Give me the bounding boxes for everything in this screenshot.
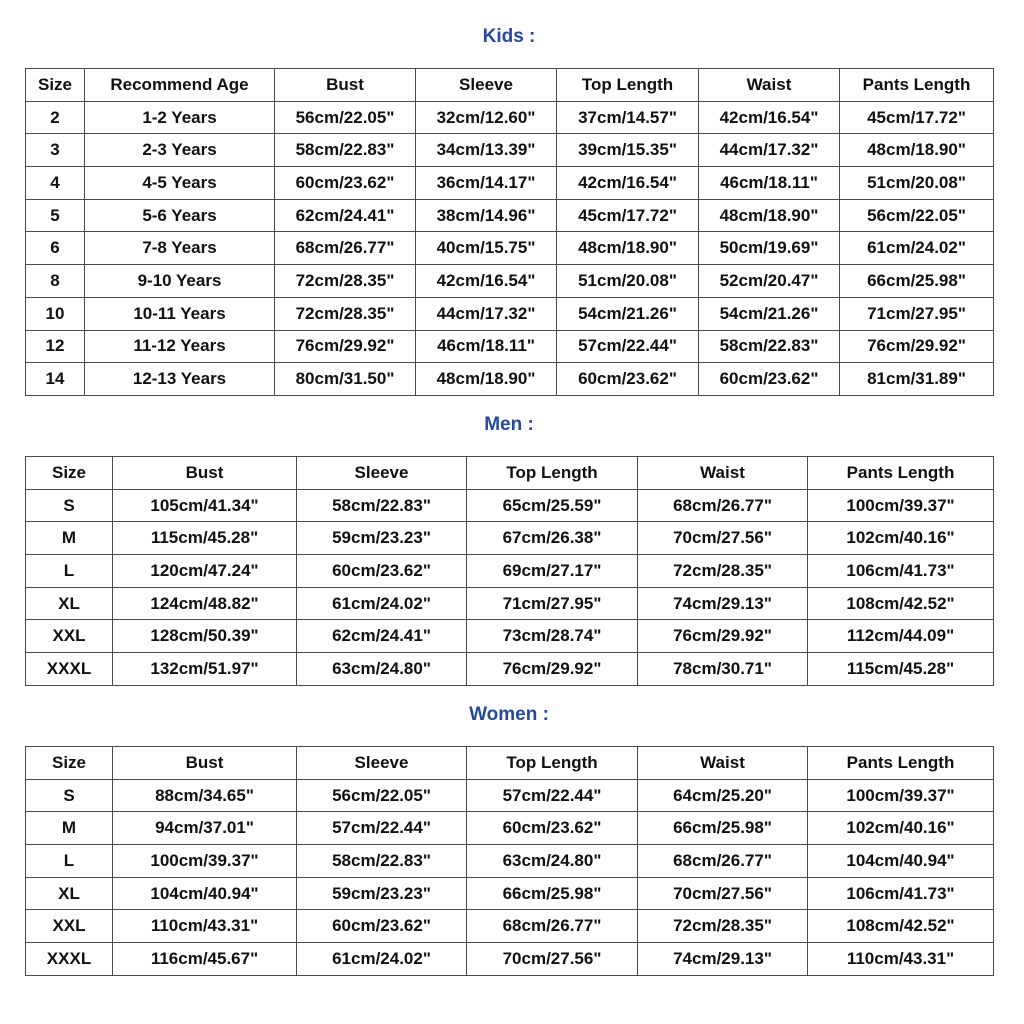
column-header: Recommend Age: [85, 69, 275, 102]
size-cell: XXL: [26, 620, 113, 653]
table-row: [26, 489, 994, 522]
table-cell: 61cm/24.02": [840, 232, 994, 265]
table-cell: 73cm/28.74": [467, 620, 638, 653]
table-cell: 104cm/40.94": [113, 877, 297, 910]
table-cell: 67cm/26.38": [467, 522, 638, 555]
table-row: [26, 167, 994, 200]
table-cell: 63cm/24.80": [297, 653, 467, 686]
size-cell: 14: [26, 363, 85, 396]
women-section-title: Women :: [469, 704, 549, 725]
table-cell: 42cm/16.54": [416, 265, 557, 298]
table-cell: 64cm/25.20": [638, 779, 808, 812]
table-cell: 72cm/28.35": [638, 555, 808, 588]
table-cell: 105cm/41.34": [113, 489, 297, 522]
table-row: [26, 845, 994, 878]
table-cell: 61cm/24.02": [297, 587, 467, 620]
table-row: [26, 555, 994, 588]
table-cell: 66cm/25.98": [840, 265, 994, 298]
table-row: [26, 587, 994, 620]
table-cell: 128cm/50.39": [113, 620, 297, 653]
table-cell: 62cm/24.41": [297, 620, 467, 653]
table-cell: 45cm/17.72": [840, 101, 994, 134]
table-cell: 32cm/12.60": [416, 101, 557, 134]
table-cell: 38cm/14.96": [416, 199, 557, 232]
table-cell: 57cm/22.44": [557, 330, 699, 363]
table-cell: 56cm/22.05": [297, 779, 467, 812]
size-cell: S: [26, 779, 113, 812]
table-cell: 42cm/16.54": [557, 167, 699, 200]
table-cell: 60cm/23.62": [275, 167, 416, 200]
table-cell: 60cm/23.62": [557, 363, 699, 396]
table-cell: 66cm/25.98": [467, 877, 638, 910]
table-cell: 46cm/18.11": [699, 167, 840, 200]
table-row: [26, 620, 994, 653]
table-cell: 51cm/20.08": [840, 167, 994, 200]
column-header: Size: [26, 747, 113, 780]
table-cell: 4-5 Years: [85, 167, 275, 200]
column-header: Sleeve: [297, 747, 467, 780]
men-section-title: Men :: [484, 414, 534, 435]
table-cell: 60cm/23.62": [297, 910, 467, 943]
table-cell: 80cm/31.50": [275, 363, 416, 396]
table-cell: 1-2 Years: [85, 101, 275, 134]
size-cell: L: [26, 845, 113, 878]
table-cell: 66cm/25.98": [638, 812, 808, 845]
table-cell: 68cm/26.77": [638, 845, 808, 878]
table-cell: 52cm/20.47": [699, 265, 840, 298]
table-cell: 81cm/31.89": [840, 363, 994, 396]
table-cell: 60cm/23.62": [699, 363, 840, 396]
size-cell: XL: [26, 877, 113, 910]
table-cell: 58cm/22.83": [275, 134, 416, 167]
table-cell: 10-11 Years: [85, 297, 275, 330]
size-cell: 10: [26, 297, 85, 330]
table-cell: 58cm/22.83": [297, 489, 467, 522]
column-header: Pants Length: [840, 69, 994, 102]
table-row: [26, 812, 994, 845]
size-cell: M: [26, 812, 113, 845]
table-cell: 58cm/22.83": [699, 330, 840, 363]
size-cell: 3: [26, 134, 85, 167]
table-cell: 69cm/27.17": [467, 555, 638, 588]
table-row: [26, 943, 994, 976]
table-cell: 124cm/48.82": [113, 587, 297, 620]
table-cell: 106cm/41.73": [808, 877, 994, 910]
table-cell: 108cm/42.52": [808, 910, 994, 943]
table-cell: 12-13 Years: [85, 363, 275, 396]
kids-section-title: Kids :: [482, 26, 536, 47]
header-row: [26, 457, 994, 490]
table-cell: 74cm/29.13": [638, 943, 808, 976]
table-cell: 100cm/39.37": [808, 489, 994, 522]
table-row: [26, 199, 994, 232]
table-row: [26, 653, 994, 686]
table-cell: 54cm/21.26": [557, 297, 699, 330]
table-row: [26, 134, 994, 167]
size-cell: M: [26, 522, 113, 555]
table-cell: 104cm/40.94": [808, 845, 994, 878]
table-cell: 42cm/16.54": [699, 101, 840, 134]
table-cell: 120cm/47.24": [113, 555, 297, 588]
table-cell: 57cm/22.44": [467, 779, 638, 812]
table-cell: 36cm/14.17": [416, 167, 557, 200]
kids-size-table: [25, 68, 994, 396]
table-cell: 2-3 Years: [85, 134, 275, 167]
table-cell: 63cm/24.80": [467, 845, 638, 878]
table-cell: 72cm/28.35": [275, 297, 416, 330]
table-cell: 68cm/26.77": [467, 910, 638, 943]
column-header: Sleeve: [416, 69, 557, 102]
table-cell: 110cm/43.31": [113, 910, 297, 943]
table-cell: 56cm/22.05": [840, 199, 994, 232]
table-row: [26, 297, 994, 330]
table-cell: 59cm/23.23": [297, 877, 467, 910]
table-cell: 102cm/40.16": [808, 522, 994, 555]
table-cell: 7-8 Years: [85, 232, 275, 265]
table-cell: 48cm/18.90": [840, 134, 994, 167]
table-cell: 71cm/27.95": [840, 297, 994, 330]
size-cell: XXXL: [26, 653, 113, 686]
table-cell: 78cm/30.71": [638, 653, 808, 686]
table-cell: 116cm/45.67": [113, 943, 297, 976]
table-cell: 54cm/21.26": [699, 297, 840, 330]
table-cell: 37cm/14.57": [557, 101, 699, 134]
table-cell: 74cm/29.13": [638, 587, 808, 620]
table-cell: 60cm/23.62": [467, 812, 638, 845]
table-cell: 102cm/40.16": [808, 812, 994, 845]
table-cell: 40cm/15.75": [416, 232, 557, 265]
header-row: [26, 69, 994, 102]
table-cell: 94cm/37.01": [113, 812, 297, 845]
table-cell: 61cm/24.02": [297, 943, 467, 976]
table-cell: 45cm/17.72": [557, 199, 699, 232]
header-row: [26, 747, 994, 780]
column-header: Top Length: [467, 457, 638, 490]
table-cell: 51cm/20.08": [557, 265, 699, 298]
women-size-table: [25, 746, 994, 976]
table-cell: 132cm/51.97": [113, 653, 297, 686]
column-header: Sleeve: [297, 457, 467, 490]
size-cell: 4: [26, 167, 85, 200]
table-cell: 65cm/25.59": [467, 489, 638, 522]
table-cell: 108cm/42.52": [808, 587, 994, 620]
men-size-table: [25, 456, 994, 686]
table-cell: 70cm/27.56": [638, 522, 808, 555]
column-header: Waist: [699, 69, 840, 102]
column-header: Bust: [113, 457, 297, 490]
table-cell: 72cm/28.35": [638, 910, 808, 943]
table-cell: 34cm/13.39": [416, 134, 557, 167]
table-row: [26, 522, 994, 555]
table-cell: 100cm/39.37": [113, 845, 297, 878]
table-cell: 46cm/18.11": [416, 330, 557, 363]
table-cell: 50cm/19.69": [699, 232, 840, 265]
table-cell: 68cm/26.77": [638, 489, 808, 522]
size-cell: 5: [26, 199, 85, 232]
table-cell: 48cm/18.90": [699, 199, 840, 232]
table-cell: 106cm/41.73": [808, 555, 994, 588]
size-cell: XXL: [26, 910, 113, 943]
table-cell: 56cm/22.05": [275, 101, 416, 134]
table-row: [26, 877, 994, 910]
table-row: [26, 910, 994, 943]
size-cell: XXXL: [26, 943, 113, 976]
table-cell: 39cm/15.35": [557, 134, 699, 167]
column-header: Pants Length: [808, 457, 994, 490]
table-cell: 76cm/29.92": [275, 330, 416, 363]
column-header: Size: [26, 457, 113, 490]
table-cell: 57cm/22.44": [297, 812, 467, 845]
table-row: [26, 779, 994, 812]
table-cell: 112cm/44.09": [808, 620, 994, 653]
table-cell: 70cm/27.56": [467, 943, 638, 976]
table-row: [26, 363, 994, 396]
size-cell: 6: [26, 232, 85, 265]
table-cell: 5-6 Years: [85, 199, 275, 232]
table-row: [26, 330, 994, 363]
table-cell: 70cm/27.56": [638, 877, 808, 910]
table-cell: 72cm/28.35": [275, 265, 416, 298]
table-cell: 100cm/39.37": [808, 779, 994, 812]
size-cell: 12: [26, 330, 85, 363]
table-cell: 76cm/29.92": [840, 330, 994, 363]
size-cell: 8: [26, 265, 85, 298]
table-cell: 76cm/29.92": [467, 653, 638, 686]
table-cell: 115cm/45.28": [808, 653, 994, 686]
table-cell: 110cm/43.31": [808, 943, 994, 976]
table-cell: 88cm/34.65": [113, 779, 297, 812]
table-row: [26, 101, 994, 134]
table-cell: 60cm/23.62": [297, 555, 467, 588]
column-header: Size: [26, 69, 85, 102]
size-cell: L: [26, 555, 113, 588]
size-cell: 2: [26, 101, 85, 134]
table-cell: 68cm/26.77": [275, 232, 416, 265]
table-cell: 48cm/18.90": [416, 363, 557, 396]
table-cell: 115cm/45.28": [113, 522, 297, 555]
column-header: Waist: [638, 457, 808, 490]
table-cell: 59cm/23.23": [297, 522, 467, 555]
table-cell: 44cm/17.32": [699, 134, 840, 167]
column-header: Bust: [275, 69, 416, 102]
table-cell: 48cm/18.90": [557, 232, 699, 265]
table-row: [26, 265, 994, 298]
size-cell: S: [26, 489, 113, 522]
column-header: Top Length: [467, 747, 638, 780]
size-cell: XL: [26, 587, 113, 620]
column-header: Waist: [638, 747, 808, 780]
table-cell: 62cm/24.41": [275, 199, 416, 232]
column-header: Bust: [113, 747, 297, 780]
table-cell: 44cm/17.32": [416, 297, 557, 330]
table-cell: 11-12 Years: [85, 330, 275, 363]
table-cell: 9-10 Years: [85, 265, 275, 298]
column-header: Top Length: [557, 69, 699, 102]
table-row: [26, 232, 994, 265]
column-header: Pants Length: [808, 747, 994, 780]
table-cell: 76cm/29.92": [638, 620, 808, 653]
table-cell: 58cm/22.83": [297, 845, 467, 878]
table-cell: 71cm/27.95": [467, 587, 638, 620]
